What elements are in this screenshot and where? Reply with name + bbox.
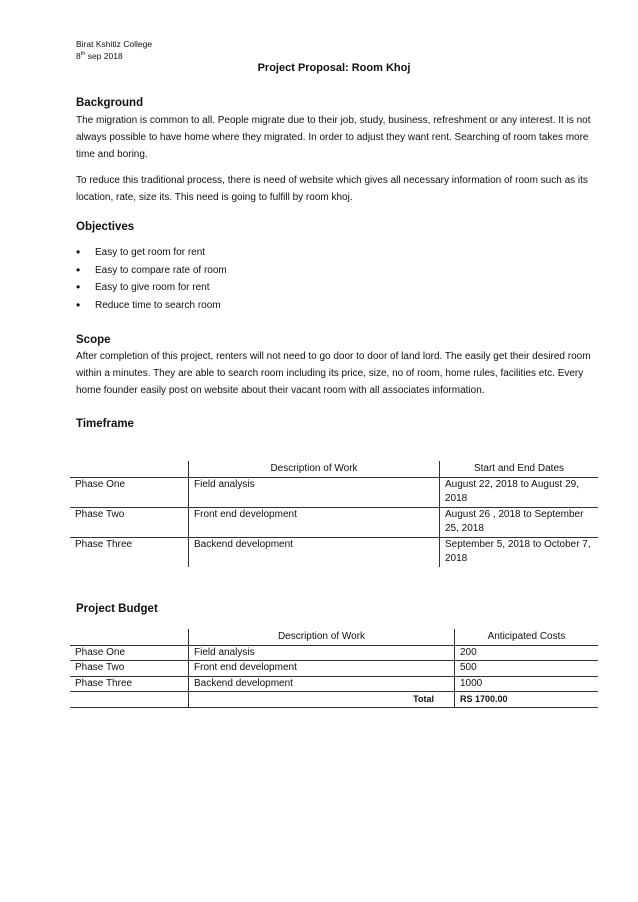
table-cell: Front end development bbox=[189, 661, 455, 677]
table-row bbox=[70, 537, 598, 567]
background-paragraph-1: The migration is common to all. People migrate due to their job, study, business, refreshment or any interest. It is not always possible to have home where they migrated. In order to adjust they want rent. Searching of room takes more time and boring. bbox=[76, 115, 591, 160]
budget-heading: Project Budget bbox=[76, 603, 158, 615]
timeframe-heading: Timeframe bbox=[76, 418, 134, 430]
table-row bbox=[70, 477, 598, 507]
table-header-row bbox=[70, 629, 598, 645]
table-cell: Phase Two bbox=[70, 507, 189, 537]
table-row bbox=[70, 661, 598, 677]
table-cell: Phase One bbox=[70, 477, 189, 507]
table-total-row bbox=[70, 692, 598, 708]
background-heading: Background bbox=[76, 97, 144, 109]
budget-table bbox=[70, 629, 598, 708]
timeframe-table bbox=[70, 461, 598, 567]
college-name: Birat Kshitiz College bbox=[76, 39, 153, 49]
table-cell: Field analysis bbox=[189, 645, 455, 661]
table-cell: Backend development bbox=[189, 676, 455, 692]
table-cell: Backend development bbox=[189, 537, 440, 567]
table-header-cell bbox=[70, 629, 189, 645]
table-header-cell: Anticipated Costs bbox=[455, 629, 599, 645]
total-value: RS 1700.00 bbox=[455, 692, 599, 708]
table-cell: Field analysis bbox=[189, 477, 440, 507]
objectives-list bbox=[76, 244, 596, 314]
table-cell: 1000 bbox=[455, 676, 599, 692]
table-row bbox=[70, 645, 598, 661]
table-cell: Phase Two bbox=[70, 661, 189, 677]
table-cell: 200 bbox=[455, 645, 599, 661]
table-cell: August 22, 2018 to August 29, 2018 bbox=[440, 477, 599, 507]
table-header-cell bbox=[70, 461, 189, 477]
table-row bbox=[70, 676, 598, 692]
table-header-row bbox=[70, 461, 598, 477]
document-body bbox=[76, 95, 596, 432]
scope-heading: Scope bbox=[76, 334, 111, 346]
objectives-heading: Objectives bbox=[76, 221, 135, 233]
objective-item: • Easy to give room for rent bbox=[76, 279, 596, 297]
table-header-cell: Description of Work bbox=[189, 461, 440, 477]
objective-item: • Easy to get room for rent bbox=[76, 244, 596, 262]
total-label: Total bbox=[189, 692, 455, 708]
table-header-cell: Start and End Dates bbox=[440, 461, 599, 477]
header-date: 8th sep 2018 bbox=[76, 51, 123, 61]
background-paragraph-2: To reduce this traditional process, there is need of website which gives all necessary information of room such as its location, rate, size its. This need is going to fulfill by room khoj. bbox=[76, 175, 588, 203]
table-cell: Phase Three bbox=[70, 676, 189, 692]
document-title: Project Proposal: Room Khoj bbox=[257, 62, 411, 74]
table-cell: September 5, 2018 to October 7, 2018 bbox=[440, 537, 599, 567]
table-cell: August 26 , 2018 to September 25, 2018 bbox=[440, 507, 599, 537]
scope-paragraph: After completion of this project, renters will not need to go door to door of land lord. The easily get their desired room within a minutes. They are able to search room including its price, size, no of room, home rules, facilities etc. Every home founder easily post on website about their vacant room with all associates information. bbox=[76, 351, 591, 396]
table-cell: Front end development bbox=[189, 507, 440, 537]
table-cell: 500 bbox=[455, 661, 599, 677]
objective-item: • Reduce time to search room bbox=[76, 297, 596, 315]
table-cell: Phase Three bbox=[75, 538, 133, 550]
objective-item: • Easy to compare rate of room bbox=[76, 262, 596, 280]
table-row bbox=[70, 507, 598, 537]
header-meta bbox=[76, 38, 152, 62]
table-cell: Phase One bbox=[70, 645, 189, 661]
table-cell bbox=[70, 692, 189, 708]
table-header-cell: Description of Work bbox=[189, 629, 455, 645]
